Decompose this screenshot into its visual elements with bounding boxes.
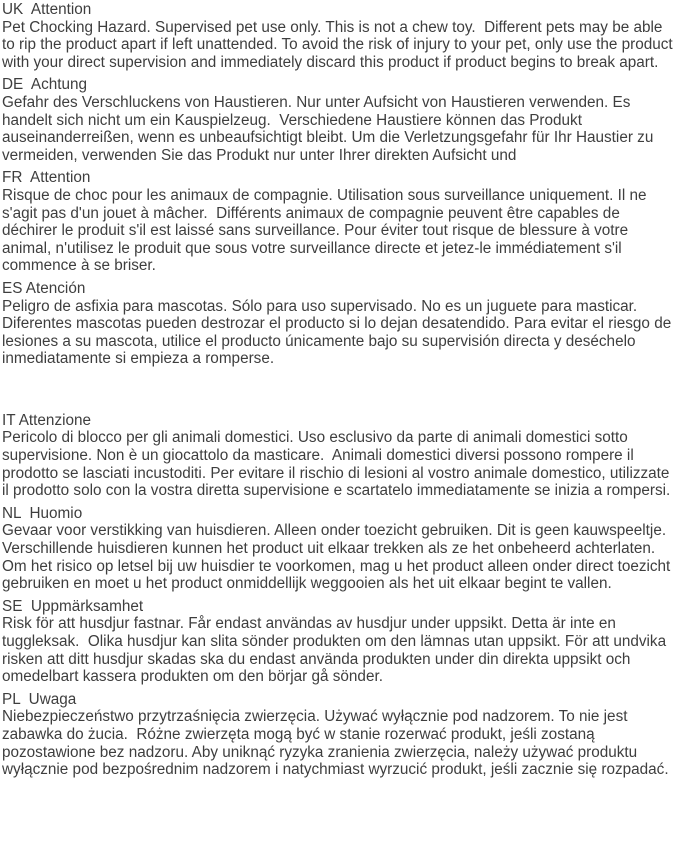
section-body-se: Risk för att husdjur fastnar. Får endast användas av husdjur under uppsikt. Detta är inte en tuggleksak. Olika husdjur kan slita sönder produkten om den lämnas utan uppsikt. För att undvika risken att ditt husdjur skadas ska du endast använda produkten under din direkta uppsikt och omedelbart kassera produkten om den börjar gå sönder. [2, 615, 671, 686]
section-heading-fr: FR Attention [2, 169, 91, 187]
warning-section-pl [2, 691, 676, 779]
warning-section-se [2, 598, 676, 686]
section-heading-it: IT Attenzione [2, 411, 92, 429]
section-body-es: Peligro de asfixia para mascotas. Sólo para uso supervisado. No es un juguete para masticar. Diferentes mascotas pueden destrozar el producto si lo dejan desatendido. Para evitar el riesgo de lesiones a su mascota, utilice el producto únicamente bajo su supervisión directa y deséchelo inmediatamente si empieza a romperse. [2, 297, 676, 368]
section-heading-uk: UK Attention [2, 1, 92, 18]
section-heading-de: DE Achtung [2, 76, 88, 94]
warning-section-de [2, 76, 676, 164]
section-heading-es: ES Atención [2, 279, 86, 297]
warning-section-fr [2, 169, 676, 275]
section-heading-pl: PL Uwaga [2, 690, 77, 708]
section-heading-se: SE Uppmärksamhet [2, 597, 144, 615]
section-body-uk: Pet Chocking Hazard. Supervised pet use only. This is not a chew toy. Different pets may be able to rip the product apart if left unattended. To avoid the risk of injury to your pet, only use the product with your direct supervision and immediately discard this product if product begins to break apart. [2, 18, 677, 71]
warning-section-it [2, 412, 676, 500]
section-body-nl: Gevaar voor verstikking van huisdieren. Alleen onder toezicht gebruiken. Dit is geen kauwspeeltje. Verschillende huisdieren kunnen het product uit elkaar trekken als ze het onbeheerd achterlaten. Om het risico op letsel bij uw huisdier te voorkomen, mag u het product alleen onder direct toezicht gebruiken en moet u het product onmiddellijk weggooien als het uit elkaar begint te vallen. [2, 522, 675, 593]
warning-section-nl [2, 505, 676, 593]
section-body-fr: Risque de choc pour les animaux de compagnie. Utilisation sous surveillance uniquement. Il ne s'agit pas d'un jouet à mâcher. Différents animaux de compagnie peuvent être capables de déchirer le produit s'il est laissé sans surveillance. Pour éviter tout risque de blessure à votre animal, n'utilisez le produit que sous votre surveillance directe et jetez-le immédiatement s'il commence à se briser. [2, 186, 651, 275]
warning-section-uk [2, 1, 676, 71]
warning-section-es [2, 280, 676, 368]
section-heading-nl: NL Huomio [2, 504, 83, 522]
section-body-pl: Niebezpieczeństwo przytrzaśnięcia zwierzęcia. Używać wyłącznie pod nadzorem. To nie jest zabawka do żucia. Różne zwierzęta mogą być w stanie rozerwać produkt, jeśli zostaną pozostawione bez nadzoru. Aby uniknąć ryzyka zranienia zwierzęcia, należy używać produktu wyłącznie pod bezpośrednim nadzorem i natychmiast wyrzucić produkt, jeśli zacznie się rozpadać. [2, 708, 669, 779]
section-body-de: Gefahr des Verschluckens von Haustieren. Nur unter Aufsicht von Haustieren verwenden. Es handelt sich nicht um ein Kauspielzeug. Verschiedene Haustiere können das Produkt auseinanderreißen, wenn es unbeaufsichtigt bleibt. Um die Verletzungsgefahr für Ihr Haustier zu vermeiden, verwenden Sie das Produkt nur unter Ihrer direkten Aufsicht und [2, 93, 658, 164]
section-body-it: Pericolo di blocco per gli animali domestici. Uso esclusivo da parte di animali domestici sotto supervisione. Non è un giocattolo da masticare. Animali domestici diversi possono rompere il prodotto se lasciati incustoditi. Per evitare il rischio di lesioni al vostro animale domestico, utilizzate il prodotto solo con la vostra diretta supervisione e scartatelo immediatamente se inizia a rompersi. [2, 429, 674, 500]
